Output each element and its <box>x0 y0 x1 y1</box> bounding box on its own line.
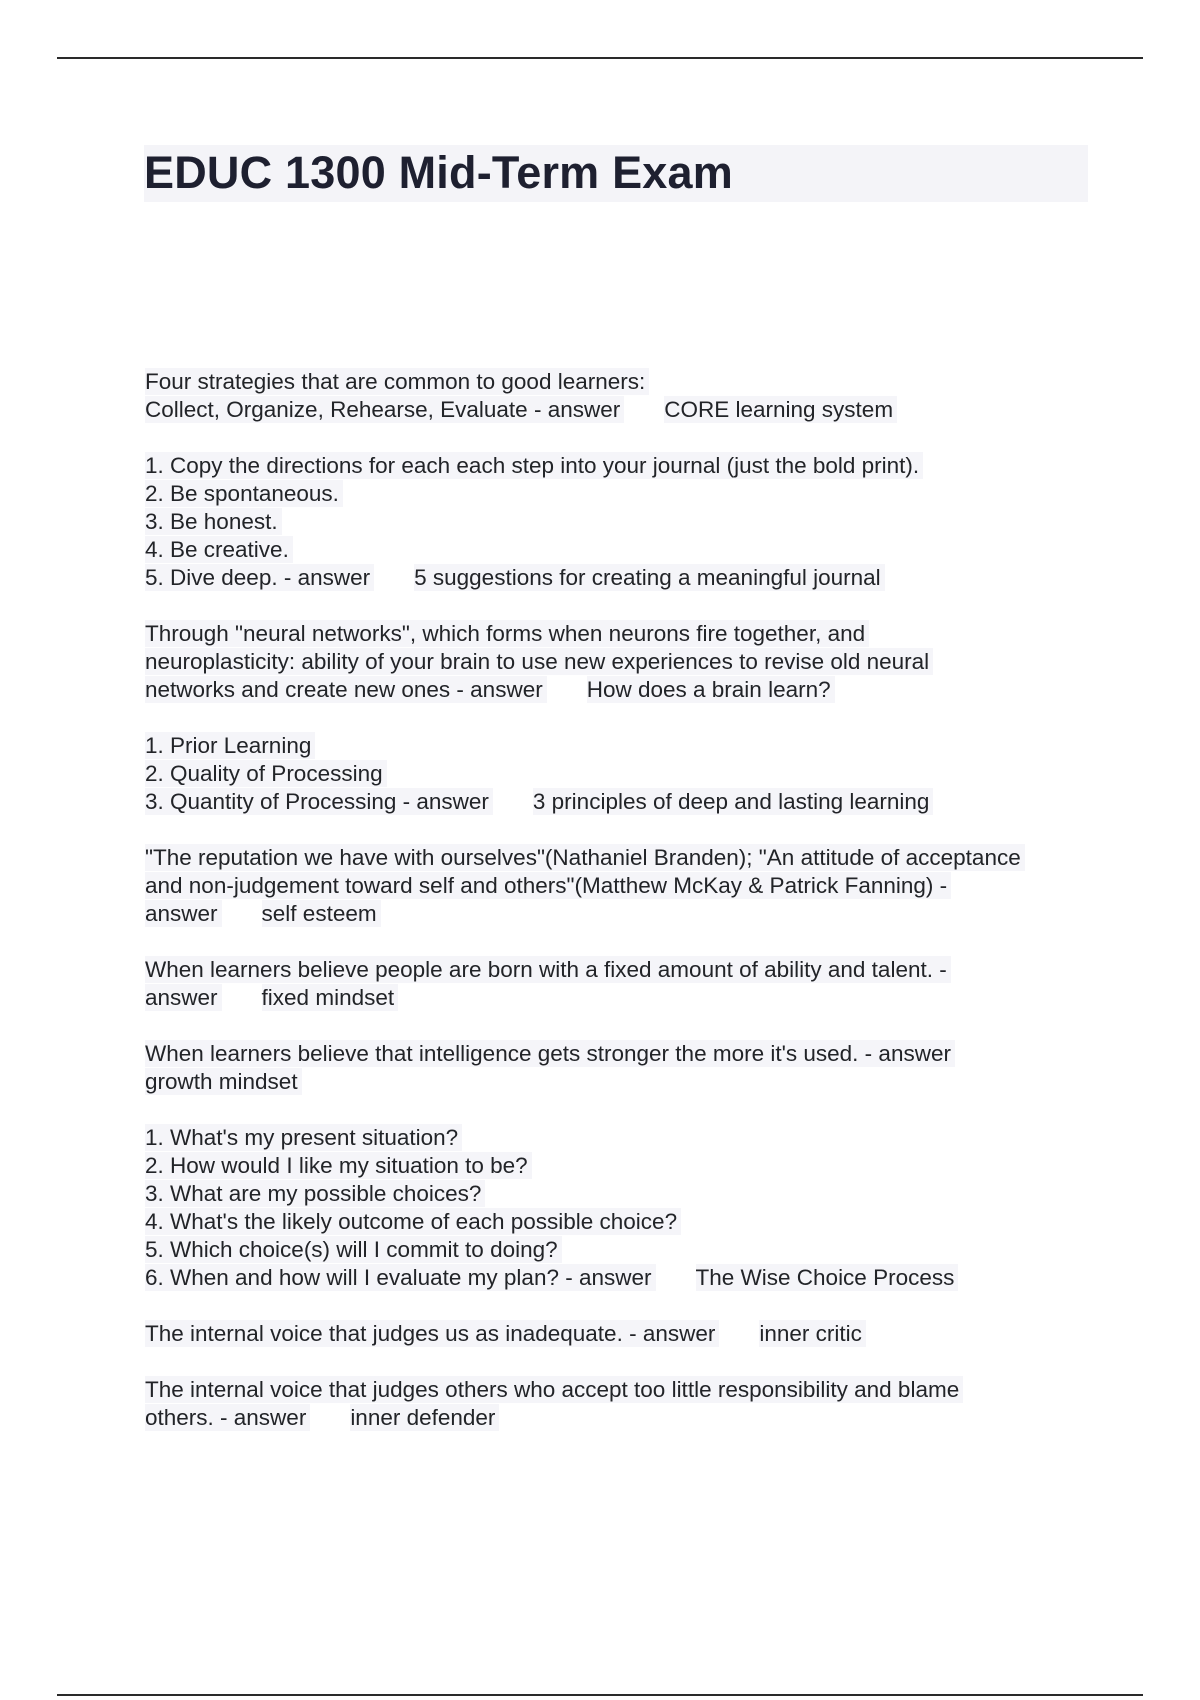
qa-item <box>145 1320 1105 1348</box>
qa-line <box>145 620 1105 648</box>
qa-line <box>145 1264 1105 1292</box>
title-highlight <box>144 145 1088 202</box>
qa-line <box>145 396 1105 424</box>
qa-line <box>145 1040 1105 1068</box>
qa-text: When learners believe that intelligence gets stronger the more it's used. - answer <box>145 1040 955 1067</box>
qa-text: networks and create new ones - answer <box>145 676 547 703</box>
qa-text: Collect, Organize, Rehearse, Evaluate - answer <box>145 396 624 423</box>
top-divider <box>57 57 1143 59</box>
qa-line <box>145 844 1105 872</box>
qa-text: 2. Quality of Processing <box>145 760 387 787</box>
qa-line <box>145 1236 1105 1264</box>
qa-line <box>145 1180 1105 1208</box>
qa-term: fixed mindset <box>262 984 399 1011</box>
qa-text: 3. What are my possible choices? <box>145 1180 485 1207</box>
qa-line <box>145 564 1105 592</box>
qa-text: Through "neural networks", which forms when neurons fire together, and <box>145 620 869 647</box>
qa-item <box>145 956 1105 1012</box>
qa-line <box>145 732 1105 760</box>
qa-line <box>145 1124 1105 1152</box>
qa-line <box>145 1376 1105 1404</box>
qa-text: Four strategies that are common to good learners: <box>145 368 649 395</box>
qa-term: The Wise Choice Process <box>696 1264 959 1291</box>
qa-line <box>145 872 1105 900</box>
qa-text: When learners believe people are born with a fixed amount of ability and talent. - <box>145 956 951 983</box>
qa-term: 3 principles of deep and lasting learning <box>533 788 934 815</box>
qa-text: 3. Be honest. <box>145 508 282 535</box>
qa-item <box>145 452 1105 592</box>
qa-text: 1. Prior Learning <box>145 732 315 759</box>
qa-term: self esteem <box>262 900 381 927</box>
qa-item <box>145 368 1105 424</box>
qa-text: answer <box>145 900 222 927</box>
qa-line <box>145 760 1105 788</box>
qa-text: 4. What's the likely outcome of each possible choice? <box>145 1208 681 1235</box>
qa-term: CORE learning system <box>664 396 897 423</box>
qa-line <box>145 368 1105 396</box>
qa-line <box>145 788 1105 816</box>
qa-text: 6. When and how will I evaluate my plan? - answer <box>145 1264 656 1291</box>
qa-line <box>145 984 1105 1012</box>
qa-line <box>145 452 1105 480</box>
qa-line <box>145 1320 1105 1348</box>
qa-text: 3. Quantity of Processing - answer <box>145 788 493 815</box>
qa-line <box>145 900 1105 928</box>
qa-item <box>145 732 1105 816</box>
qa-text: neuroplasticity: ability of your brain to use new experiences to revise old neural <box>145 648 933 675</box>
qa-item <box>145 1124 1105 1292</box>
qa-text: 4. Be creative. <box>145 536 293 563</box>
bottom-divider <box>57 1694 1143 1696</box>
qa-term: inner critic <box>759 1320 866 1347</box>
qa-text: 1. What's my present situation? <box>145 1124 462 1151</box>
qa-item <box>145 844 1105 928</box>
qa-term: inner defender <box>350 1404 499 1431</box>
qa-line <box>145 676 1105 704</box>
qa-text: 5. Which choice(s) will I commit to doing? <box>145 1236 562 1263</box>
qa-text: others. - answer <box>145 1404 310 1431</box>
qa-text: 1. Copy the directions for each each step into your journal (just the bold print). <box>145 452 923 479</box>
qa-item <box>145 1040 1105 1096</box>
qa-item <box>145 620 1105 704</box>
qa-text: and non-judgement toward self and others"(Matthew McKay & Patrick Fanning) - <box>145 872 951 899</box>
qa-term: 5 suggestions for creating a meaningful journal <box>414 564 885 591</box>
page-title: EDUC 1300 Mid-Term Exam <box>144 147 733 198</box>
qa-line <box>145 536 1105 564</box>
qa-text: "The reputation we have with ourselves"(Nathaniel Branden); "An attitude of acceptance <box>145 844 1025 871</box>
qa-line <box>145 480 1105 508</box>
qa-text: growth mindset <box>145 1068 302 1095</box>
qa-text: 5. Dive deep. - answer <box>145 564 374 591</box>
qa-line <box>145 956 1105 984</box>
qa-list <box>145 368 1105 1432</box>
qa-item <box>145 1376 1105 1432</box>
qa-line <box>145 1068 1105 1096</box>
qa-term: How does a brain learn? <box>587 676 835 703</box>
qa-line <box>145 648 1105 676</box>
qa-text: 2. Be spontaneous. <box>145 480 343 507</box>
qa-line <box>145 508 1105 536</box>
qa-text: The internal voice that judges us as inadequate. - answer <box>145 1320 719 1347</box>
qa-text: 2. How would I like my situation to be? <box>145 1152 532 1179</box>
qa-text: answer <box>145 984 222 1011</box>
qa-line <box>145 1208 1105 1236</box>
qa-line <box>145 1404 1105 1432</box>
qa-line <box>145 1152 1105 1180</box>
qa-text: The internal voice that judges others who accept too little responsibility and blame <box>145 1376 963 1403</box>
